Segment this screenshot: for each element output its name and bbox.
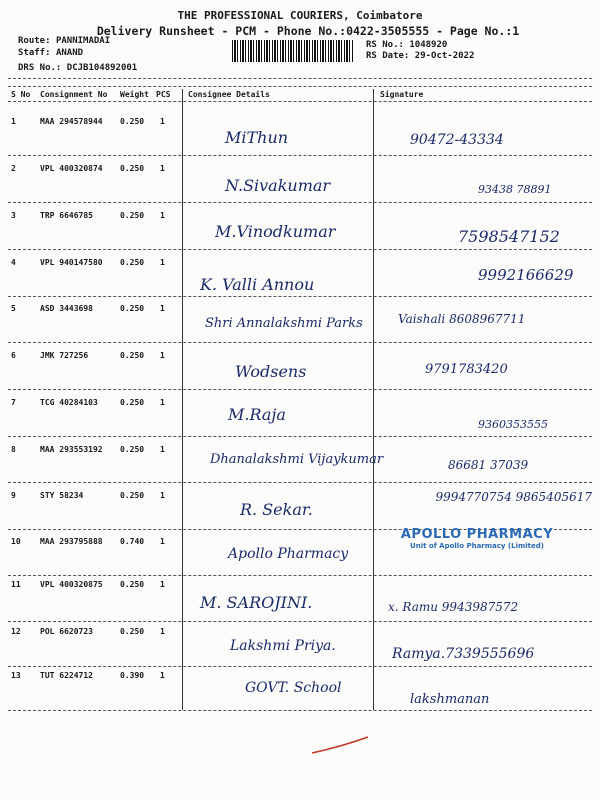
- row-consignment: TUT 6224712: [40, 671, 93, 680]
- column-divider: [8, 101, 592, 102]
- row-signature: Vaishali 8608967711: [398, 312, 526, 326]
- row-sno: 6: [11, 351, 16, 360]
- row-divider: [8, 621, 592, 622]
- row-divider: [8, 389, 592, 390]
- row-signature: 9360353555: [478, 418, 548, 431]
- rs-no-field: RS No.: 1048920: [366, 40, 448, 50]
- row-consignee: Lakshmi Priya.: [230, 638, 336, 654]
- row-weight: 0.250: [120, 445, 145, 454]
- row-weight: 0.250: [120, 491, 145, 500]
- row-consignment: TCG 40284103: [40, 398, 98, 407]
- row-weight: 0.250: [120, 258, 145, 267]
- row-consignment: VPL 400320875: [40, 580, 103, 589]
- row-weight: 0.250: [120, 351, 145, 360]
- row-divider: [8, 202, 592, 203]
- stamp-unit: Unit of Apollo Pharmacy (Limited): [410, 542, 544, 550]
- row-consignee: M. SAROJINI.: [200, 593, 313, 612]
- row-signature: lakshmanan: [410, 692, 490, 707]
- staff-value: ANAND: [55, 48, 84, 58]
- row-consignee: Shri Annalakshmi Parks: [205, 316, 363, 331]
- row-pcs: 1: [160, 537, 165, 546]
- row-sno: 5: [11, 304, 16, 313]
- row-consignee: M.Vinodkumar: [215, 222, 336, 241]
- runsheet-subtitle: Delivery Runsheet - PCM - Phone No.:0422-3505555 - Page No.:1: [96, 24, 520, 38]
- row-weight: 0.250: [120, 164, 145, 173]
- row-divider: [8, 436, 592, 437]
- row-signature: Ramya.7339555696: [392, 646, 535, 662]
- consignee-column-rule: [182, 89, 183, 710]
- row-sno: 9: [11, 491, 16, 500]
- row-sno: 7: [11, 398, 16, 407]
- row-weight: 0.740: [120, 537, 145, 546]
- row-consignee: R. Sekar.: [240, 500, 313, 519]
- row-signature: 9791783420: [425, 362, 508, 377]
- stamp-name: APOLLO PHARMACY: [400, 527, 554, 542]
- col-weight: Weight: [120, 90, 149, 99]
- row-signature: 90472-43334: [410, 132, 504, 148]
- row-divider: [8, 296, 592, 297]
- row-signature: 9994770754 9865405617: [435, 490, 592, 504]
- row-sno: 2: [11, 164, 16, 173]
- row-sno: 12: [11, 627, 21, 636]
- row-consignee: N.Sivakumar: [225, 176, 331, 195]
- row-pcs: 1: [160, 671, 165, 680]
- row-sno: 10: [11, 537, 21, 546]
- row-consignment: TRP 6646785: [40, 211, 93, 220]
- col-signature: Signature: [380, 90, 424, 99]
- route-field: Route: PANNIMADAI: [18, 36, 111, 46]
- row-divider: [8, 155, 592, 156]
- row-pcs: 1: [160, 445, 165, 454]
- row-consignee: Dhanalakshmi Vijaykumar: [210, 452, 384, 467]
- row-pcs: 1: [160, 258, 165, 267]
- row-consignment: JMK 727256: [40, 351, 89, 360]
- row-divider: [8, 249, 592, 250]
- row-consignment: POL 6620723: [40, 627, 93, 636]
- header-divider: [8, 78, 592, 79]
- row-divider: [8, 482, 592, 483]
- drs-value: DCJB104892001: [66, 63, 138, 73]
- row-consignment: VPL 940147580: [40, 258, 103, 267]
- row-weight: 0.250: [120, 398, 145, 407]
- col-consignee: Consignee Details: [188, 90, 270, 99]
- row-sno: 1: [11, 117, 16, 126]
- row-consignee: K. Valli Annou: [200, 275, 315, 294]
- row-signature: x. Ramu 9943987572: [388, 600, 519, 614]
- row-signature: 93438 78891: [478, 183, 552, 196]
- row-pcs: 1: [160, 398, 165, 407]
- row-pcs: 1: [160, 117, 165, 126]
- barcode: [232, 40, 354, 62]
- row-consignee: M.Raja: [228, 405, 286, 424]
- row-weight: 0.250: [120, 304, 145, 313]
- route-value: PANNIMADAI: [55, 36, 111, 46]
- row-pcs: 1: [160, 211, 165, 220]
- row-consignment: MAA 293553192: [40, 445, 103, 454]
- row-pcs: 1: [160, 351, 165, 360]
- red-tick-mark: [310, 735, 370, 755]
- row-pcs: 1: [160, 580, 165, 589]
- row-divider: [8, 575, 592, 576]
- row-divider: [8, 666, 592, 667]
- row-consignment: VPL 400320874: [40, 164, 103, 173]
- row-consignee: MiThun: [225, 128, 289, 147]
- row-pcs: 1: [160, 627, 165, 636]
- col-pcs: PCS: [156, 90, 171, 99]
- row-sno: 8: [11, 445, 16, 454]
- col-sno: S No: [11, 90, 31, 99]
- col-consignment: Consignment No: [40, 90, 108, 99]
- row-consignee: Wodsens: [235, 362, 307, 381]
- row-weight: 0.250: [120, 117, 145, 126]
- row-signature: 86681 37039: [448, 458, 529, 472]
- row-pcs: 1: [160, 164, 165, 173]
- row-weight: 0.390: [120, 671, 145, 680]
- row-divider: [8, 710, 592, 711]
- row-signature: 9992166629: [478, 266, 574, 284]
- row-weight: 0.250: [120, 211, 145, 220]
- header-divider: [8, 86, 592, 87]
- rs-date-value: 29-Oct-2022: [414, 51, 475, 61]
- row-sno: 13: [11, 671, 21, 680]
- apollo-pharmacy-stamp: [372, 527, 582, 550]
- row-sno: 4: [11, 258, 16, 267]
- rs-no-value: 1048920: [409, 40, 448, 50]
- signature-column-rule: [373, 89, 374, 710]
- staff-field: Staff: ANAND: [18, 48, 84, 58]
- row-weight: 0.250: [120, 580, 145, 589]
- drs-field: DRS No.: DCJB104892001: [18, 63, 138, 73]
- row-consignee: Apollo Pharmacy: [228, 546, 349, 562]
- row-consignment: STY 58234: [40, 491, 84, 500]
- row-weight: 0.250: [120, 627, 145, 636]
- row-consignment: MAA 293795888: [40, 537, 103, 546]
- company-title: THE PROFESSIONAL COURIERS, Coimbatore: [177, 9, 423, 22]
- row-sno: 3: [11, 211, 16, 220]
- row-consignee: GOVT. School: [245, 680, 342, 696]
- row-consignment: MAA 294578944: [40, 117, 103, 126]
- rs-date-field: RS Date: 29-Oct-2022: [366, 51, 475, 61]
- row-consignment: ASD 3443698: [40, 304, 93, 313]
- row-sno: 11: [11, 580, 21, 589]
- row-divider: [8, 342, 592, 343]
- row-signature: 7598547152: [458, 227, 560, 246]
- row-pcs: 1: [160, 491, 165, 500]
- row-pcs: 1: [160, 304, 165, 313]
